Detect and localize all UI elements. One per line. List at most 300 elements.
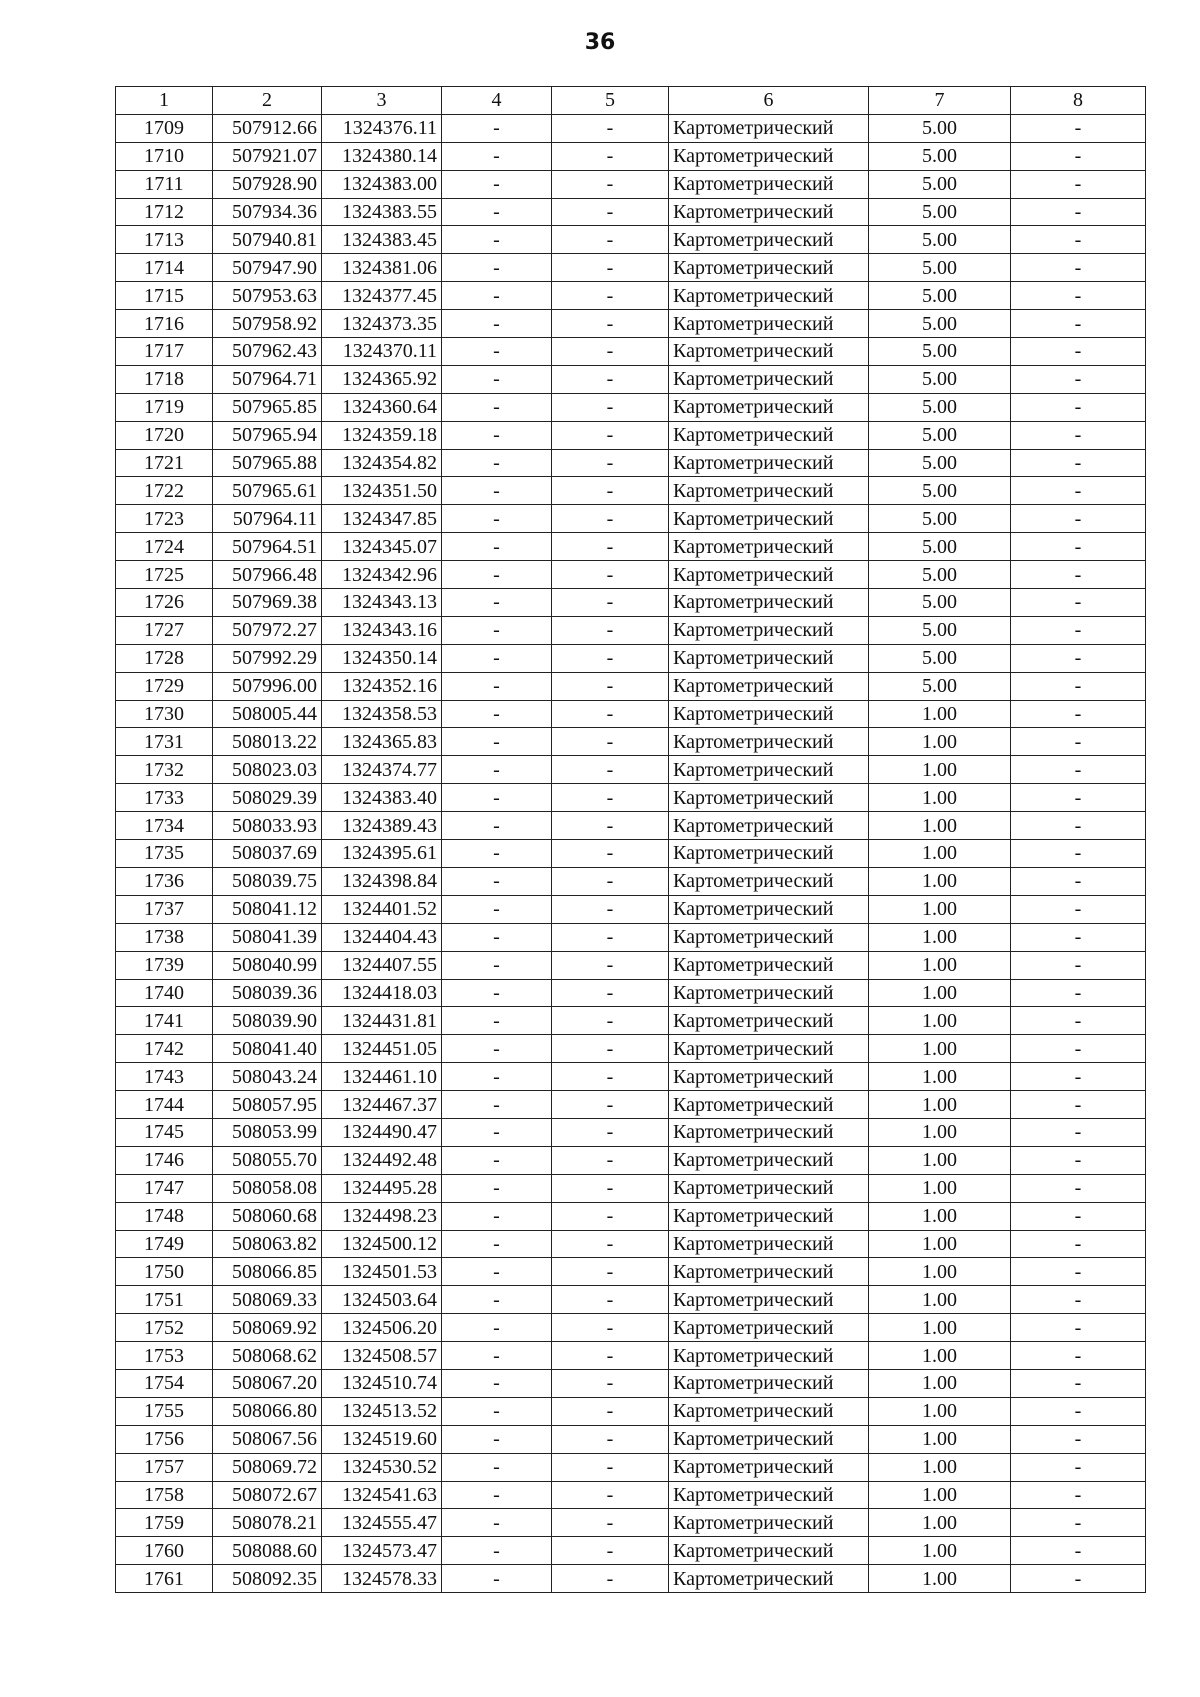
table-cell: 1324352.16 <box>322 672 442 700</box>
table-cell: - <box>1011 1481 1146 1509</box>
table-cell: 5.00 <box>869 616 1011 644</box>
table-cell: 1.00 <box>869 1202 1011 1230</box>
table-cell: - <box>552 226 669 254</box>
table-cell: - <box>442 1230 552 1258</box>
table-cell: - <box>552 895 669 923</box>
table-cell: 1750 <box>116 1258 213 1286</box>
table-cell: - <box>552 1258 669 1286</box>
table-cell: - <box>552 1481 669 1509</box>
table-cell: 1753 <box>116 1342 213 1370</box>
table-cell: 1.00 <box>869 923 1011 951</box>
table-row <box>116 672 1146 700</box>
table-cell: - <box>552 1314 669 1342</box>
table-cell: - <box>442 1091 552 1119</box>
table-cell: 1728 <box>116 644 213 672</box>
table-cell: - <box>552 1146 669 1174</box>
table-cell: - <box>442 1509 552 1537</box>
table-cell: 508066.80 <box>213 1397 322 1425</box>
table-cell: Картометрический <box>669 672 869 700</box>
table-cell: - <box>442 589 552 617</box>
table-cell: - <box>442 840 552 868</box>
table-cell: Картометрический <box>669 589 869 617</box>
table-row <box>116 756 1146 784</box>
table-cell: 507947.90 <box>213 254 322 282</box>
table-cell: - <box>552 393 669 421</box>
table-cell: - <box>442 282 552 310</box>
table-cell: 1324510.74 <box>322 1369 442 1397</box>
table-cell: 1324431.81 <box>322 1007 442 1035</box>
table-cell: 507965.88 <box>213 449 322 477</box>
table-cell: 507964.71 <box>213 365 322 393</box>
table-cell: 1324342.96 <box>322 561 442 589</box>
header-cell: 4 <box>442 87 552 115</box>
table-cell: Картометрический <box>669 840 869 868</box>
table-cell: - <box>442 1035 552 1063</box>
table-row <box>116 1369 1146 1397</box>
table-row <box>116 895 1146 923</box>
table-cell: - <box>552 338 669 366</box>
table-cell: 1324365.83 <box>322 728 442 756</box>
table-row <box>116 1202 1146 1230</box>
table-cell: - <box>442 700 552 728</box>
table-cell: - <box>1011 979 1146 1007</box>
table-cell: 1.00 <box>869 756 1011 784</box>
table-cell: - <box>552 1230 669 1258</box>
table-cell: 1.00 <box>869 1174 1011 1202</box>
table-cell: Картометрический <box>669 170 869 198</box>
table-cell: 1725 <box>116 561 213 589</box>
table-row <box>116 616 1146 644</box>
table-cell: 1759 <box>116 1509 213 1537</box>
table-cell: - <box>1011 923 1146 951</box>
table-cell: 508005.44 <box>213 700 322 728</box>
table-cell: - <box>442 1342 552 1370</box>
table-cell: 1.00 <box>869 1565 1011 1593</box>
table-cell: 507912.66 <box>213 114 322 142</box>
table-cell: 1718 <box>116 365 213 393</box>
table-row <box>116 421 1146 449</box>
table-cell: Картометрический <box>669 1509 869 1537</box>
table-cell: 1714 <box>116 254 213 282</box>
table-cell: 1324495.28 <box>322 1174 442 1202</box>
table-cell: - <box>442 170 552 198</box>
table-cell: - <box>442 1397 552 1425</box>
table-cell: 508063.82 <box>213 1230 322 1258</box>
table-cell: - <box>442 1146 552 1174</box>
table-cell: - <box>1011 672 1146 700</box>
table-cell: 1741 <box>116 1007 213 1035</box>
table-row <box>116 142 1146 170</box>
table-cell: Картометрический <box>669 1007 869 1035</box>
header-row <box>116 87 1146 115</box>
table-cell: Картометрический <box>669 533 869 561</box>
table-cell: 1732 <box>116 756 213 784</box>
table-cell: 1324508.57 <box>322 1342 442 1370</box>
table-cell: Картометрический <box>669 1035 869 1063</box>
table-cell: Картометрический <box>669 142 869 170</box>
table-cell: 1324347.85 <box>322 505 442 533</box>
table-cell: - <box>442 254 552 282</box>
table-cell: 1755 <box>116 1397 213 1425</box>
table-cell: 507996.00 <box>213 672 322 700</box>
table-cell: 1324376.11 <box>322 114 442 142</box>
table-cell: - <box>442 393 552 421</box>
table-cell: - <box>442 1007 552 1035</box>
table-cell: 1.00 <box>869 1091 1011 1119</box>
table-cell: 1739 <box>116 951 213 979</box>
table-cell: 5.00 <box>869 142 1011 170</box>
table-cell: 1324383.45 <box>322 226 442 254</box>
table-row <box>116 979 1146 1007</box>
table-cell: 5.00 <box>869 561 1011 589</box>
table-cell: 507934.36 <box>213 198 322 226</box>
table-cell: 1761 <box>116 1565 213 1593</box>
table-cell: 1324359.18 <box>322 421 442 449</box>
table-cell: 5.00 <box>869 672 1011 700</box>
table-cell: - <box>1011 254 1146 282</box>
table-row <box>116 1397 1146 1425</box>
table-cell: - <box>442 1565 552 1593</box>
table-row <box>116 1453 1146 1481</box>
table-row <box>116 226 1146 254</box>
table-cell: 1716 <box>116 310 213 338</box>
table-cell: 507962.43 <box>213 338 322 366</box>
table-cell: - <box>442 1425 552 1453</box>
table-cell: 508039.36 <box>213 979 322 1007</box>
table-cell: - <box>1011 1258 1146 1286</box>
table-cell: 1.00 <box>869 1369 1011 1397</box>
table-cell: 1324513.52 <box>322 1397 442 1425</box>
table-row <box>116 1174 1146 1202</box>
table-cell: Картометрический <box>669 951 869 979</box>
table-cell: 1712 <box>116 198 213 226</box>
table-cell: - <box>552 114 669 142</box>
table-cell: - <box>1011 561 1146 589</box>
table-cell: - <box>442 198 552 226</box>
table-cell: Картометрический <box>669 282 869 310</box>
table-cell: - <box>1011 1035 1146 1063</box>
table-cell: 1.00 <box>869 1035 1011 1063</box>
table-cell: Картометрический <box>669 644 869 672</box>
table-row <box>116 784 1146 812</box>
table-cell: 5.00 <box>869 170 1011 198</box>
table-cell: 1324401.52 <box>322 895 442 923</box>
table-cell: Картометрический <box>669 421 869 449</box>
table-cell: - <box>1011 449 1146 477</box>
table-cell: - <box>1011 867 1146 895</box>
table-cell: Картометрический <box>669 1091 869 1119</box>
table-cell: 1324380.14 <box>322 142 442 170</box>
table-cell: - <box>552 505 669 533</box>
table-cell: - <box>1011 1342 1146 1370</box>
table-cell: 1.00 <box>869 895 1011 923</box>
table-cell: 5.00 <box>869 338 1011 366</box>
table-cell: - <box>552 1202 669 1230</box>
table-cell: - <box>1011 700 1146 728</box>
table-cell: 1747 <box>116 1174 213 1202</box>
table-cell: 508053.99 <box>213 1118 322 1146</box>
table-cell: Картометрический <box>669 979 869 1007</box>
table-body <box>116 114 1146 1592</box>
table-cell: 1.00 <box>869 1453 1011 1481</box>
header-cell: 3 <box>322 87 442 115</box>
table-cell: - <box>552 812 669 840</box>
table-cell: - <box>442 923 552 951</box>
table-cell: 508069.33 <box>213 1286 322 1314</box>
table-row <box>116 728 1146 756</box>
page-number: 36 <box>584 30 616 55</box>
table-cell: 1.00 <box>869 1342 1011 1370</box>
table-cell: 5.00 <box>869 589 1011 617</box>
table-cell: 507964.51 <box>213 533 322 561</box>
table-cell: - <box>442 1258 552 1286</box>
table-cell: - <box>442 226 552 254</box>
table-cell: 1760 <box>116 1537 213 1565</box>
table-cell: 1324373.35 <box>322 310 442 338</box>
table-cell: Картометрический <box>669 1369 869 1397</box>
table-cell: 5.00 <box>869 114 1011 142</box>
table-cell: 1721 <box>116 449 213 477</box>
table-cell: Картометрический <box>669 1397 869 1425</box>
table-cell: - <box>552 561 669 589</box>
table-cell: 1.00 <box>869 1481 1011 1509</box>
table-cell: Картометрический <box>669 923 869 951</box>
table-cell: - <box>552 1091 669 1119</box>
table-cell: 1324374.77 <box>322 756 442 784</box>
table-cell: 1720 <box>116 421 213 449</box>
table-cell: 5.00 <box>869 644 1011 672</box>
table-cell: 1324381.06 <box>322 254 442 282</box>
table-cell: - <box>442 867 552 895</box>
table-cell: - <box>1011 1174 1146 1202</box>
table-cell: 508037.69 <box>213 840 322 868</box>
table-cell: - <box>1011 895 1146 923</box>
table-cell: - <box>1011 533 1146 561</box>
table-cell: 507969.38 <box>213 589 322 617</box>
table-cell: 1.00 <box>869 951 1011 979</box>
table-cell: 507921.07 <box>213 142 322 170</box>
table-cell: - <box>1011 756 1146 784</box>
table-cell: - <box>1011 1537 1146 1565</box>
table-row <box>116 254 1146 282</box>
table-cell: 1710 <box>116 142 213 170</box>
table-cell: 1713 <box>116 226 213 254</box>
table-cell: - <box>552 170 669 198</box>
table-cell: Картометрический <box>669 728 869 756</box>
table-cell: - <box>1011 393 1146 421</box>
table-cell: 1324407.55 <box>322 951 442 979</box>
table-cell: - <box>1011 1565 1146 1593</box>
table-row <box>116 1230 1146 1258</box>
table-cell: - <box>1011 1369 1146 1397</box>
table-cell: 1.00 <box>869 1425 1011 1453</box>
table-cell: 508029.39 <box>213 784 322 812</box>
table-cell: 1324389.43 <box>322 812 442 840</box>
table-row <box>116 198 1146 226</box>
table-cell: 1324343.13 <box>322 589 442 617</box>
table-cell: - <box>442 1174 552 1202</box>
table-cell: - <box>442 1453 552 1481</box>
table-cell: - <box>552 1174 669 1202</box>
table-cell: - <box>442 616 552 644</box>
table-row <box>116 1286 1146 1314</box>
table-cell: 1324578.33 <box>322 1565 442 1593</box>
table-cell: Картометрический <box>669 505 869 533</box>
table-row <box>116 923 1146 951</box>
header-cell: 6 <box>669 87 869 115</box>
table-cell: Картометрический <box>669 1342 869 1370</box>
table-cell: - <box>552 282 669 310</box>
table-cell: 5.00 <box>869 310 1011 338</box>
table-cell: - <box>442 1314 552 1342</box>
table-cell: - <box>552 1369 669 1397</box>
table-cell: - <box>1011 1091 1146 1119</box>
table-row <box>116 114 1146 142</box>
table-row <box>116 561 1146 589</box>
table-cell: 1711 <box>116 170 213 198</box>
table-cell: 508067.20 <box>213 1369 322 1397</box>
table-row <box>116 644 1146 672</box>
table-row <box>116 505 1146 533</box>
table-cell: 507953.63 <box>213 282 322 310</box>
table-cell: - <box>552 533 669 561</box>
table-cell: - <box>1011 338 1146 366</box>
table-cell: 507965.94 <box>213 421 322 449</box>
table-cell: 1.00 <box>869 1230 1011 1258</box>
table-cell: 1324398.84 <box>322 867 442 895</box>
table-cell: - <box>1011 1146 1146 1174</box>
table-cell: 1324351.50 <box>322 477 442 505</box>
table-header <box>116 87 1146 115</box>
table-cell: - <box>1011 1202 1146 1230</box>
table-cell: 507972.27 <box>213 616 322 644</box>
table-row <box>116 533 1146 561</box>
table-cell: - <box>1011 616 1146 644</box>
table-cell: 508043.24 <box>213 1063 322 1091</box>
table-cell: - <box>552 616 669 644</box>
table-cell: 1324404.43 <box>322 923 442 951</box>
table-cell: 1324498.23 <box>322 1202 442 1230</box>
table-row <box>116 282 1146 310</box>
table-cell: - <box>1011 310 1146 338</box>
table-row <box>116 700 1146 728</box>
table-row <box>116 840 1146 868</box>
table-cell: 1.00 <box>869 1509 1011 1537</box>
table-cell: - <box>1011 505 1146 533</box>
table-cell: 1324350.14 <box>322 644 442 672</box>
table-cell: - <box>552 449 669 477</box>
table-cell: Картометрический <box>669 756 869 784</box>
table-cell: 1324370.11 <box>322 338 442 366</box>
table-cell: 1727 <box>116 616 213 644</box>
table-cell: Картометрический <box>669 1063 869 1091</box>
table-cell: - <box>552 867 669 895</box>
table-cell: 508055.70 <box>213 1146 322 1174</box>
table-cell: Картометрический <box>669 895 869 923</box>
table-cell: 5.00 <box>869 477 1011 505</box>
table-cell: 1324383.55 <box>322 198 442 226</box>
table-cell: Картометрический <box>669 449 869 477</box>
table-cell: 1758 <box>116 1481 213 1509</box>
table-cell: 1324451.05 <box>322 1035 442 1063</box>
table-cell: 1324506.20 <box>322 1314 442 1342</box>
table-cell: - <box>1011 1509 1146 1537</box>
table-cell: - <box>1011 226 1146 254</box>
table-cell: - <box>552 979 669 1007</box>
table-cell: - <box>1011 365 1146 393</box>
table-cell: 508067.56 <box>213 1425 322 1453</box>
table-cell: Картометрический <box>669 393 869 421</box>
table-cell: 507992.29 <box>213 644 322 672</box>
table-cell: - <box>552 477 669 505</box>
table-cell: 1709 <box>116 114 213 142</box>
table-cell: - <box>442 533 552 561</box>
table-cell: - <box>552 784 669 812</box>
table-cell: 1.00 <box>869 979 1011 1007</box>
table-cell: Картометрический <box>669 310 869 338</box>
table-cell: - <box>552 672 669 700</box>
table-cell: 508058.08 <box>213 1174 322 1202</box>
table-cell: 1756 <box>116 1425 213 1453</box>
table-cell: 5.00 <box>869 226 1011 254</box>
table-cell: - <box>552 923 669 951</box>
table-row <box>116 365 1146 393</box>
table-cell: 1746 <box>116 1146 213 1174</box>
table-cell: Картометрический <box>669 867 869 895</box>
table-cell: 1324519.60 <box>322 1425 442 1453</box>
table-row <box>116 1063 1146 1091</box>
table-cell: 1324541.63 <box>322 1481 442 1509</box>
table-cell: 1751 <box>116 1286 213 1314</box>
table-cell: 1754 <box>116 1369 213 1397</box>
table-cell: Картометрический <box>669 365 869 393</box>
table-cell: Картометрический <box>669 1118 869 1146</box>
table-cell: Картометрический <box>669 1258 869 1286</box>
table-cell: 1.00 <box>869 812 1011 840</box>
table-cell: 508041.40 <box>213 1035 322 1063</box>
table-cell: Картометрический <box>669 1230 869 1258</box>
table-cell: - <box>442 421 552 449</box>
table-cell: 1717 <box>116 338 213 366</box>
table-cell: - <box>552 951 669 979</box>
table-cell: - <box>442 672 552 700</box>
table-cell: - <box>442 1286 552 1314</box>
table-cell: - <box>552 728 669 756</box>
table-cell: 1.00 <box>869 700 1011 728</box>
table-cell: Картометрический <box>669 114 869 142</box>
table-cell: - <box>552 1453 669 1481</box>
table-cell: 1324500.12 <box>322 1230 442 1258</box>
table-cell: - <box>1011 114 1146 142</box>
table-cell: - <box>1011 589 1146 617</box>
table-cell: Картометрический <box>669 812 869 840</box>
table-cell: 508041.12 <box>213 895 322 923</box>
table-cell: - <box>442 114 552 142</box>
table-cell: 1324383.40 <box>322 784 442 812</box>
table-row <box>116 1258 1146 1286</box>
table-cell: - <box>442 1063 552 1091</box>
table-cell: 507964.11 <box>213 505 322 533</box>
table-cell: 5.00 <box>869 449 1011 477</box>
table-cell: - <box>1011 1425 1146 1453</box>
table-cell: - <box>1011 1314 1146 1342</box>
table-cell: 5.00 <box>869 365 1011 393</box>
table-cell: 1724 <box>116 533 213 561</box>
table-row <box>116 393 1146 421</box>
table-cell: - <box>1011 1118 1146 1146</box>
table-row <box>116 812 1146 840</box>
table-row <box>116 1118 1146 1146</box>
